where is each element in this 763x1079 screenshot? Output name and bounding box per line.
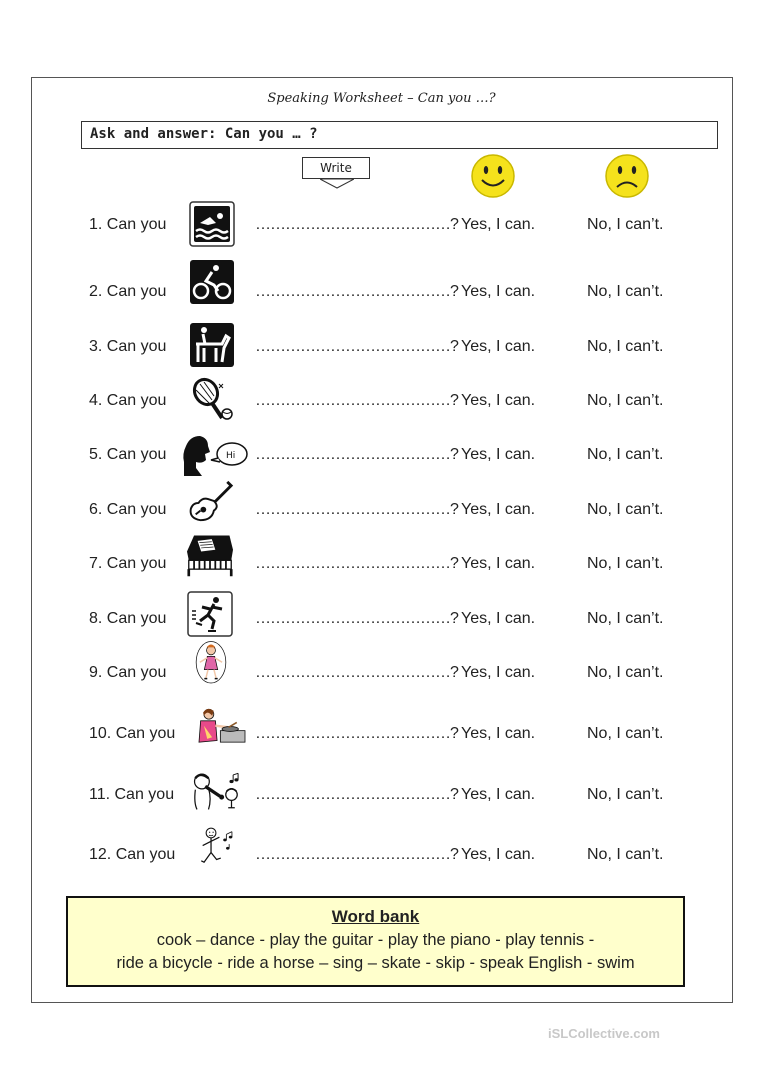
no-answer: No, I can’t. <box>587 501 664 518</box>
write-label: Write <box>302 157 370 179</box>
row-7-question: 7. Can you <box>89 555 167 572</box>
no-answer: No, I can’t. <box>587 846 664 863</box>
watermark-footer: iSLCollective.com <box>548 1026 660 1041</box>
happy-face-icon <box>470 153 516 199</box>
yes-answer: Yes, I can. <box>461 786 536 803</box>
row-9-question: 9. Can you <box>89 664 167 681</box>
no-answer: No, I can’t. <box>587 786 664 803</box>
no-answer: No, I can’t. <box>587 555 664 572</box>
no-answer: No, I can’t. <box>587 392 664 409</box>
yes-answer: Yes, I can. <box>461 725 536 742</box>
yes-answer: Yes, I can. <box>461 283 536 300</box>
skipping-icon <box>186 640 236 686</box>
no-answer: No, I can’t. <box>587 338 664 355</box>
row-4-question: 4. Can you <box>89 392 167 409</box>
answer-blank[interactable]: …………………………………? <box>255 725 458 742</box>
no-answer: No, I can’t. <box>587 664 664 681</box>
cooking-icon <box>190 706 254 752</box>
row-3-question: 3. Can you <box>89 338 167 355</box>
yes-answer: Yes, I can. <box>461 501 536 518</box>
singing-icon <box>184 770 256 816</box>
yes-answer: Yes, I can. <box>461 664 536 681</box>
yes-answer: Yes, I can. <box>461 338 536 355</box>
answer-blank[interactable]: …………………………………? <box>255 446 458 463</box>
instruction-box: Ask and answer: Can you … ? <box>81 121 718 149</box>
answer-blank[interactable]: …………………………………? <box>255 501 458 518</box>
row-8-question: 8. Can you <box>89 610 167 627</box>
answer-blank[interactable]: …………………………………? <box>255 283 458 300</box>
speaking-icon <box>180 432 250 478</box>
answer-blank[interactable]: …………………………………? <box>255 786 458 803</box>
word-bank-line-2: ride a bicycle - ride a horse – sing – skate - skip - speak English - swim <box>116 954 635 972</box>
tennis-icon <box>186 376 236 422</box>
row-11-question: 11. Can you <box>89 786 175 803</box>
down-arrow-icon <box>320 179 354 189</box>
word-bank-line-1: cook – dance - play the guitar - play the piano - play tennis - <box>156 931 595 949</box>
word-bank <box>66 896 685 987</box>
yes-answer: Yes, I can. <box>461 610 536 627</box>
row-5-question: 5. Can you <box>89 446 167 463</box>
speech-bubble-text: Hi <box>226 451 236 461</box>
yes-answer: Yes, I can. <box>461 846 536 863</box>
swimming-icon <box>186 201 236 247</box>
piano-icon <box>182 532 238 578</box>
skating-icon <box>186 591 236 637</box>
yes-answer: Yes, I can. <box>461 446 536 463</box>
no-answer: No, I can’t. <box>587 216 664 233</box>
answer-blank[interactable]: …………………………………? <box>255 664 458 681</box>
answer-blank[interactable]: …………………………………? <box>255 555 458 572</box>
word-bank-title: Word bank <box>331 907 420 926</box>
yes-answer: Yes, I can. <box>461 392 536 409</box>
row-1-question: 1. Can you <box>89 216 167 233</box>
no-answer: No, I can’t. <box>587 283 664 300</box>
row-12-question: 12. Can you <box>89 846 176 863</box>
answer-blank[interactable]: …………………………………? <box>255 610 458 627</box>
cycling-icon <box>186 259 236 305</box>
dancing-icon <box>186 826 250 872</box>
guitar-icon <box>186 478 236 524</box>
no-answer: No, I can’t. <box>587 610 664 627</box>
row-6-question: 6. Can you <box>89 501 167 518</box>
answer-blank[interactable]: …………………………………? <box>255 392 458 409</box>
answer-blank[interactable]: …………………………………? <box>255 216 458 233</box>
answer-blank[interactable]: …………………………………? <box>255 338 458 355</box>
page-title: Speaking Worksheet – Can you …? <box>267 91 496 106</box>
answer-blank[interactable]: …………………………………? <box>255 846 458 863</box>
yes-answer: Yes, I can. <box>461 216 536 233</box>
yes-answer: Yes, I can. <box>461 555 536 572</box>
no-answer: No, I can’t. <box>587 725 664 742</box>
row-10-question: 10. Can you <box>89 725 176 742</box>
no-answer: No, I can’t. <box>587 446 664 463</box>
horse-riding-icon <box>186 322 236 368</box>
sad-face-icon <box>604 153 650 199</box>
row-2-question: 2. Can you <box>89 283 167 300</box>
